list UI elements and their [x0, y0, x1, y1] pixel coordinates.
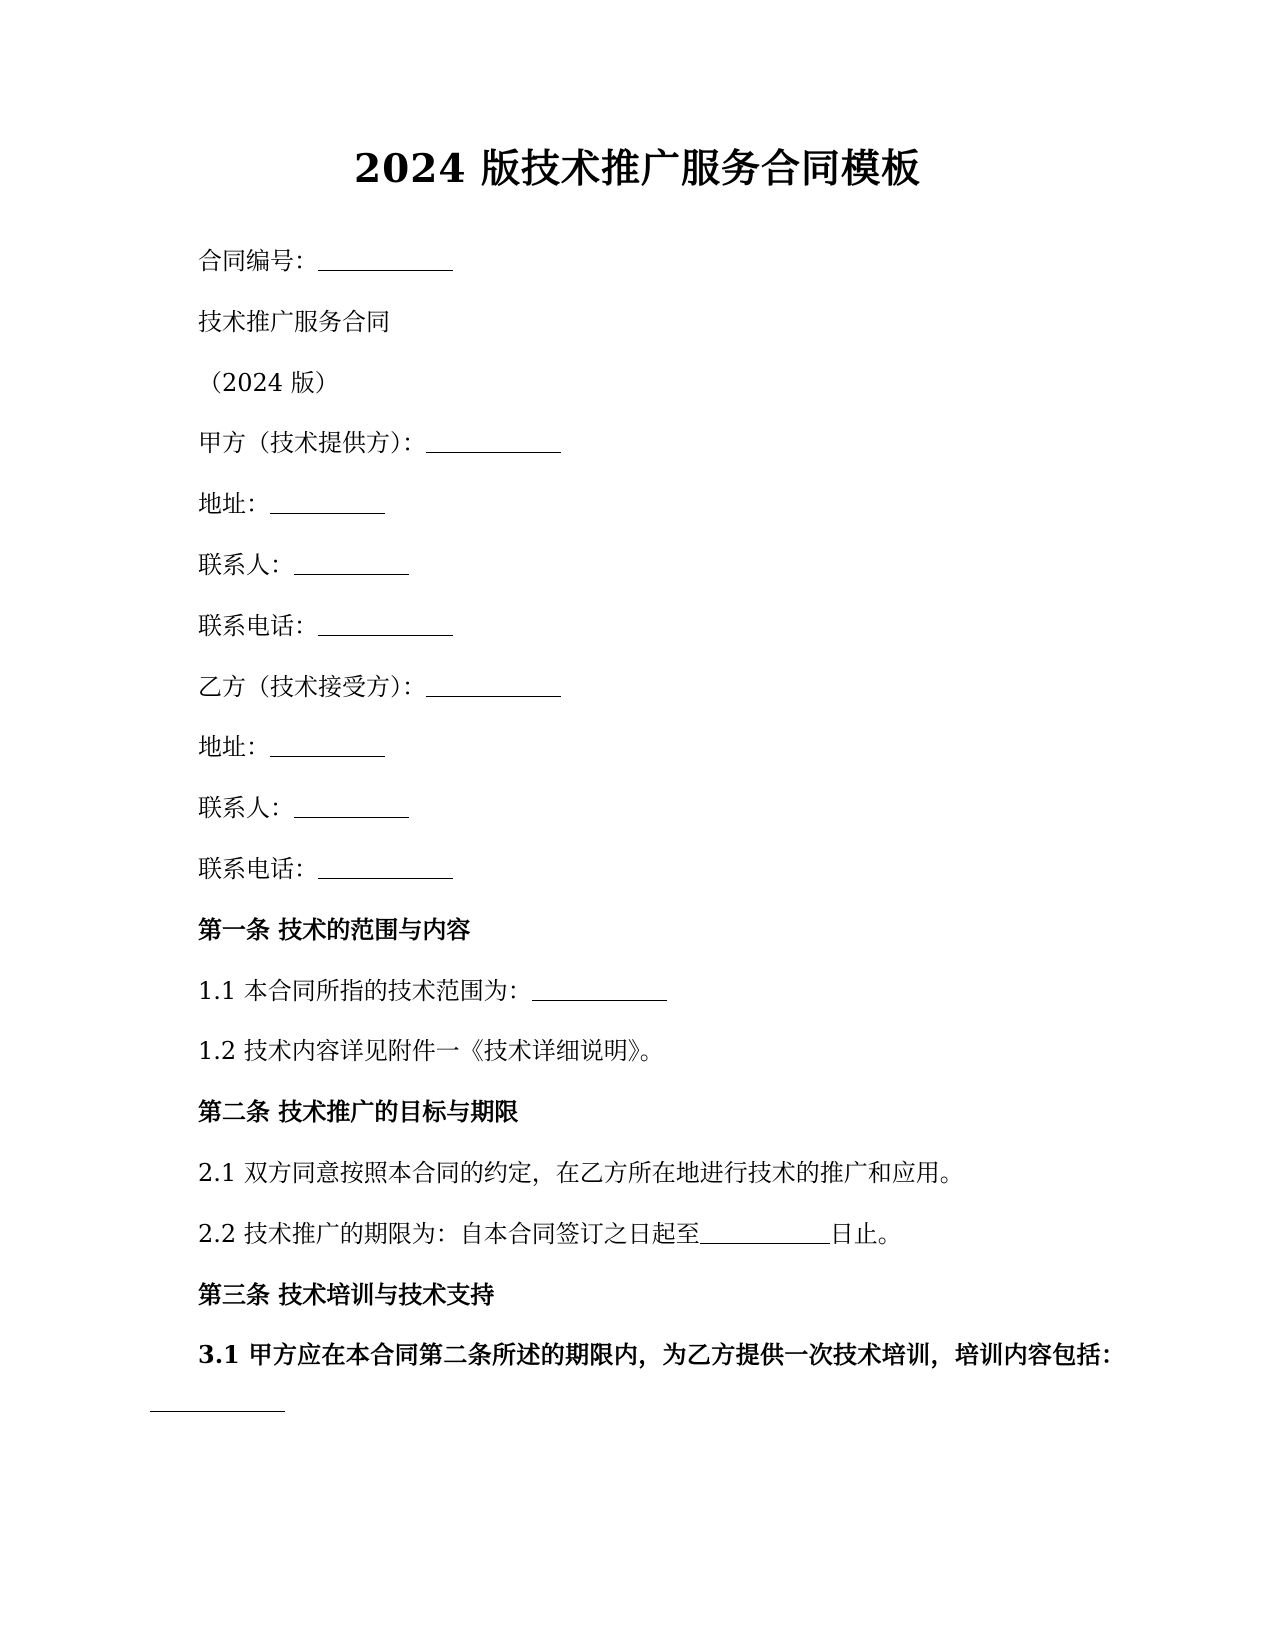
fill-in-blank[interactable]: [426, 672, 561, 697]
section-1: [150, 907, 1125, 1075]
section-2: [150, 1089, 1125, 1257]
header-line-label: 甲方（技术提供方）：: [198, 429, 426, 458]
clause-text: 1.1 本合同所指的技术范围为：: [198, 976, 532, 1005]
header-line-label: 联系电话：: [198, 611, 318, 640]
header-line: [150, 542, 1125, 589]
fill-in-blank[interactable]: [318, 246, 453, 271]
page-title: 2024 版技术推广服务合同模板: [353, 146, 922, 192]
header-line: [150, 420, 1125, 467]
clause-text: 3.1 甲方应在本合同第二条所述的期限内，为乙方提供一次技术培训，培训内容包括：: [198, 1340, 1125, 1370]
clause-text: 1.2 技术内容详见附件一《技术详细说明》。: [198, 1037, 664, 1066]
fill-in-blank[interactable]: [294, 550, 409, 575]
header-line-label: （2024 版）: [198, 368, 339, 397]
fill-in-blank[interactable]: [270, 489, 385, 514]
clause: [150, 1028, 1125, 1075]
fill-in-blank[interactable]: [532, 976, 667, 1001]
header-line-label: 地址：: [198, 733, 270, 762]
header-line: [150, 238, 1125, 285]
header-line-label: 合同编号：: [198, 247, 318, 275]
header-line-label: 联系电话：: [198, 854, 318, 883]
header-line: [150, 664, 1125, 711]
clause-text: 2.1 双方同意按照本合同的约定，在乙方所在地进行技术的推广和应用。: [198, 1158, 964, 1187]
header-line-label: 乙方（技术接受方）：: [198, 672, 426, 701]
contract-header-block: [150, 238, 1125, 893]
fill-in-blank[interactable]: [700, 1219, 830, 1244]
section-heading: 第三条 技术培训与技术支持: [198, 1279, 495, 1309]
clause-text: 2.2 技术推广的期限为：自本合同签订之日起至: [198, 1219, 700, 1248]
header-line-label: 联系人：: [198, 550, 294, 579]
section-heading: 第二条 技术推广的目标与期限: [198, 1097, 519, 1127]
fill-in-blank[interactable]: [426, 428, 561, 453]
clause: [150, 1150, 1125, 1197]
clause: [150, 1332, 1125, 1426]
fill-in-blank[interactable]: [318, 611, 453, 636]
header-line: [150, 481, 1125, 528]
header-line-label: 联系人：: [198, 794, 294, 823]
clause-text-after: 日止。: [829, 1219, 902, 1248]
fill-in-blank[interactable]: [318, 854, 453, 879]
section-heading: 第一条 技术的范围与内容: [198, 914, 471, 944]
fill-in-blank[interactable]: [150, 1387, 285, 1412]
header-line: [150, 724, 1125, 771]
header-line-label: 地址：: [198, 490, 270, 519]
header-line: [150, 785, 1125, 832]
section-3: [150, 1272, 1125, 1426]
header-line: [150, 360, 1125, 407]
clause: [150, 1211, 1125, 1258]
fill-in-blank[interactable]: [294, 793, 409, 818]
header-line-label: 技术推广服务合同: [198, 307, 390, 336]
fill-in-blank[interactable]: [270, 732, 385, 757]
header-line: [150, 299, 1125, 346]
header-line: [150, 603, 1125, 650]
clause: [150, 968, 1125, 1015]
header-line: [150, 846, 1125, 893]
